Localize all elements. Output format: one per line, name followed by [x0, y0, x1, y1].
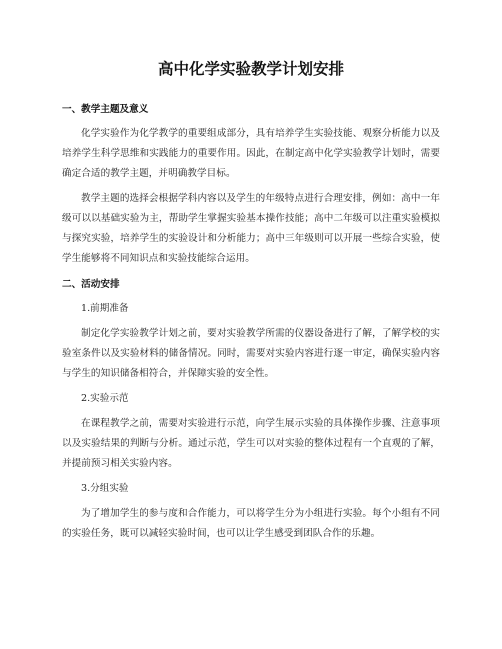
paragraph: 为了增加学生的参与度和合作能力，可以将学生分为小组进行实验。每个小组有不同的实验任务，既可以减轻实验时间，也可以让学生感受到团队合作的乐趣。: [62, 508, 440, 539]
paragraph: 在课程教学之前，需要对实验进行示范，向学生展示实验的具体操作步骤、注意事项以及实验结果的判断与分析。通过示范，学生可以对实验的整体过程有一个直观的了解，并提前预习相关实验内容。: [62, 418, 440, 469]
item-label: 3.分组实验: [81, 483, 129, 494]
section-theme: [62, 103, 440, 269]
section-activities: [62, 278, 440, 544]
paragraph: 化学实验作为化学教学的重要组成部分，具有培养学生实验技能、观察分析能力以及培养学生科学思维和实践能力的重要作用。因此，在制定高中化学实验教学计划时，需要确定合适的教学主题，并明确教学目标。: [62, 128, 440, 179]
document-title: 高中化学实验教学计划安排: [157, 60, 344, 78]
item-label: 2.实验示范: [81, 393, 129, 404]
paragraph: 制定化学实验教学计划之前，要对实验教学所需的仪器设备进行了解，了解学校的实验室条件以及实验材料的储备情况。同时，需要对实验内容进行逐一审定，确保实验内容与学生的知识储备相符合，并保障实验的安全性。: [62, 328, 440, 379]
paragraph: 教学主题的选择会根据学科内容以及学生的年级特点进行合理安排，例如：高中一年级可以以基础实验为主，帮助学生掌握实验基本操作技能；高中二年级可以注重实验模拟与探究实验，培养学生的实验设计和分析能力；高中三年级则可以开展一些综合实验，使学生能够将不同知识点和实验技能综合运用。: [62, 193, 440, 264]
section-heading: 二、活动安排: [62, 279, 120, 290]
section-heading: 一、教学主题及意义: [62, 104, 149, 115]
item-label: 1.前期准备: [81, 303, 129, 314]
